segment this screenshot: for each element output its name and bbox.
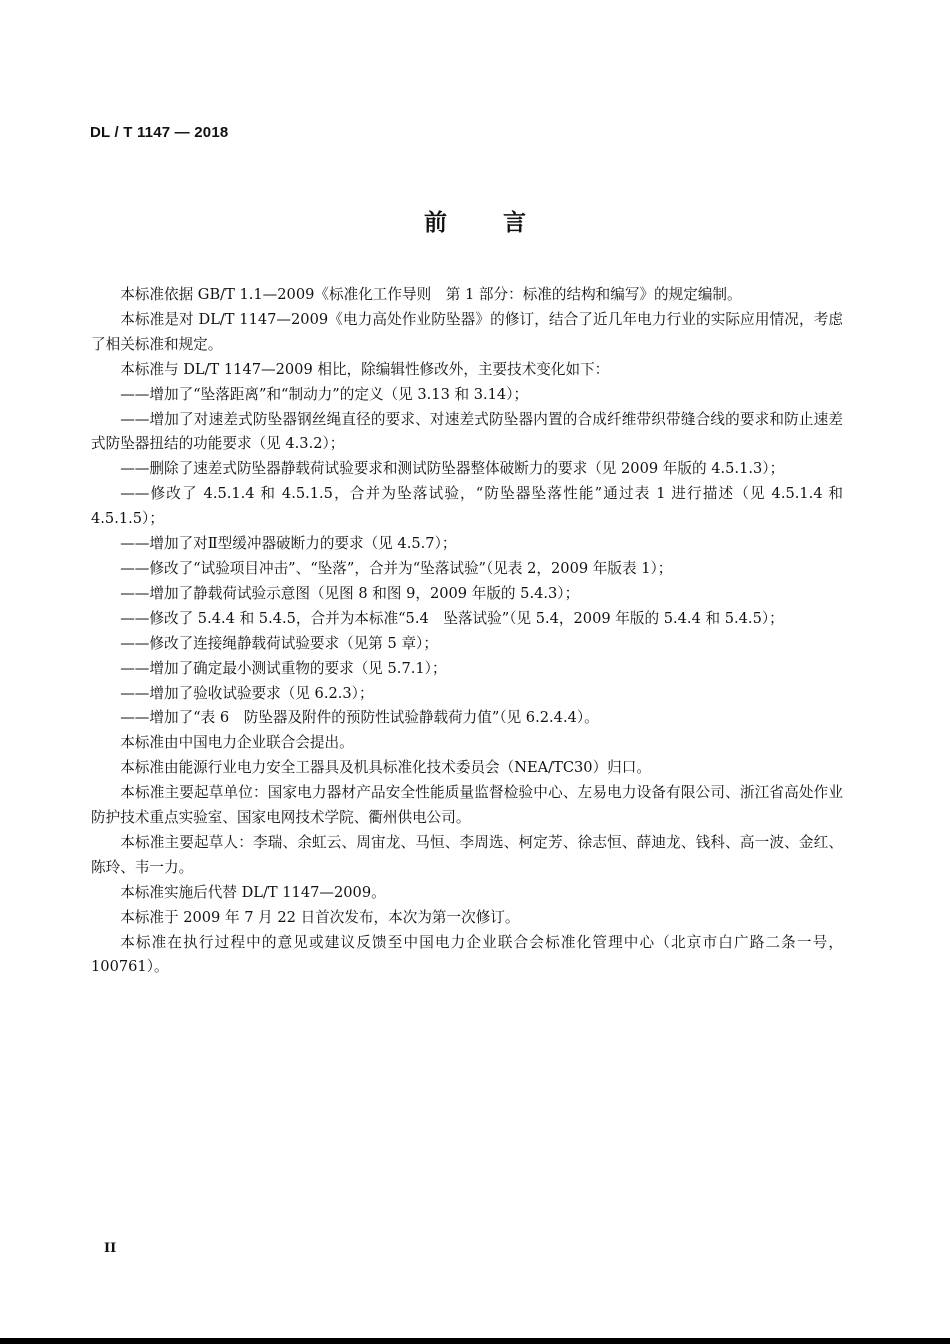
change-item: ——增加了“表 6 防坠器及附件的预防性试验静载荷力值”（见 6.2.4.4）。 [120, 709, 599, 727]
bottom-border [0, 1338, 950, 1344]
change-item: ——修改了 4.5.1.4 和 4.5.1.5，合并为坠落试验，“防坠器坠落性能”通过表 1 进行描述（见 4.5.1.4 和 4.5.1.5）； [91, 485, 843, 528]
change-item: ——增加了静载荷试验示意图（见图 8 和图 9，2009 年版的 5.4.3）； [120, 584, 580, 602]
change-item: ——修改了 5.4.4 和 5.4.5，合并为本标准“5.4 坠落试验”（见 5.4，2009 年版的 5.4.4 和 5.4.5）； [120, 609, 784, 627]
page-title: 前言 [424, 210, 582, 236]
paragraph-history: 本标准于 2009 年 7 月 22 日首次发布，本次为第一次修订。 [120, 908, 520, 926]
change-item: ——修改了“试验项目冲击”、“坠落”，合并为“坠落试验”（见表 2，2009 年版表 1）； [120, 559, 673, 577]
change-item: ——增加了验收试验要求（见 6.2.3）； [120, 684, 374, 702]
change-item: ——增加了对Ⅱ型缓冲器破断力的要求（见 4.5.7）； [120, 535, 457, 553]
document-code: DL / T 1147 — 2018 [90, 124, 229, 141]
paragraph-drafters: 本标准主要起草人：李瑞、余虹云、周宙龙、马恒、李周选、柯定芳、徐志恒、薛迪龙、钱科、高一波、金红、陈玲、韦一力。 [91, 833, 843, 876]
page-number: II [104, 1241, 117, 1256]
change-item: ——增加了确定最小测试重物的要求（见 5.7.1）； [120, 659, 447, 677]
change-item: ——删除了速差式防坠器静载荷试验要求和测试防坠器整体破断力的要求（见 2009 年版的 4.5.1.3）； [120, 460, 785, 478]
change-item: ——增加了“坠落距离”和“制动力”的定义（见 3.13 和 3.14）； [120, 385, 529, 403]
paragraph-basis: 本标准依据 GB/T 1.1—2009《标准化工作导则 第 1 部分：标准的结构和编写》的规定编制。 [120, 286, 742, 303]
paragraph-replaces: 本标准实施后代替 DL/T 1147—2009。 [120, 883, 386, 901]
paragraph-feedback: 本标准在执行过程中的意见或建议反馈至中国电力企业联合会标准化管理中心（北京市白广路二条一号，100761）。 [91, 933, 843, 976]
paragraph-changes-intro: 本标准与 DL/T 1147—2009 相比，除编辑性修改外，主要技术变化如下： [120, 360, 610, 378]
change-item: ——增加了对速差式防坠器钢丝绳直径的要求、对速差式防坠器内置的合成纤维带织带缝合线的要求和防止速差式防坠器扭结的功能要求（见 4.3.2）； [91, 410, 843, 453]
change-item: ——修改了连接绳静载荷试验要求（见第 5 章）； [120, 634, 438, 652]
foreword-body [91, 283, 843, 980]
paragraph-proposer: 本标准由中国电力企业联合会提出。 [120, 734, 354, 752]
paragraph-drafting-units: 本标准主要起草单位：国家电力器材产品安全性能质量监督检验中心、左易电力设备有限公司、浙江省高处作业防护技术重点实验室、国家电网技术学院、衢州供电公司。 [91, 784, 843, 827]
paragraph-revision: 本标准是对 DL/T 1147—2009《电力高处作业防坠器》的修订，结合了近几年电力行业的实际应用情况，考虑了相关标准和规定。 [91, 310, 843, 353]
paragraph-committee: 本标准由能源行业电力安全工器具及机具标准化技术委员会（NEA/TC30）归口。 [120, 759, 651, 777]
